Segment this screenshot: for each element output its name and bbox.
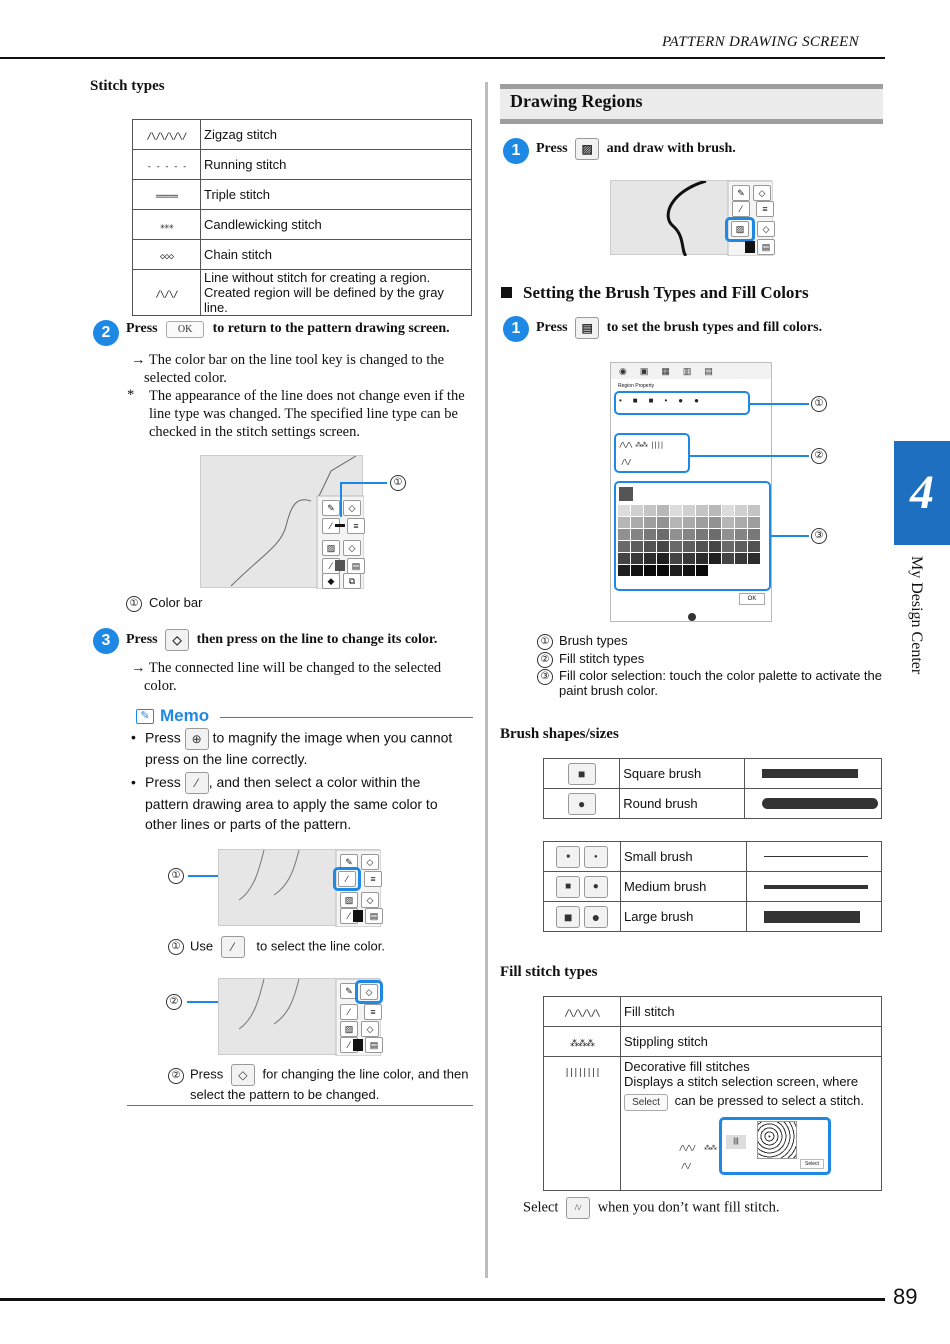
fill-picker-icon[interactable]: ◇ [361,892,379,908]
region-property-icon[interactable]: ▤ [365,1037,383,1053]
palette-cell[interactable] [631,529,643,540]
table-row [544,789,882,819]
legend-number: ③ [537,669,553,685]
palette-cell[interactable] [631,541,643,552]
table-row [544,1027,882,1057]
step3-result: → The connected line will be changed to the selected color. [131,660,442,694]
small-square-brush-icon: ■ [556,846,580,868]
region-property-label: Region Property [618,383,655,389]
brush-sample [747,872,882,902]
fill-label: Fill stitch [621,997,882,1027]
fill-color-swatch [745,241,755,253]
color-picker-button-icon[interactable]: ◇ [165,629,189,651]
fill-label [621,1057,882,1191]
brush-step1-post: to set the brush types and fill colors. [606,320,823,336]
palette-cell[interactable] [709,553,721,564]
memo-bullet: • [131,729,136,745]
stitch-label-line1: Line without stitch for creating a region. [204,270,431,285]
step-number: 3 [93,628,119,654]
fill-eyedropper-icon[interactable]: ⁄ [340,908,358,924]
palette-cell[interactable] [618,505,630,516]
step-number: 1 [503,138,529,164]
memo-bullet2-post: , and then select a color within the pattern drawing area to apply the same color to other lines or parts of the pattern. [145,774,438,833]
subsection-title: Setting the Brush Types and Fill Colors [523,283,809,302]
pencil-icon[interactable]: ✎ [340,854,358,870]
memo-bullet2 [145,772,465,834]
region-property-button-icon[interactable]: ▤ [575,317,599,339]
callout-line [340,482,387,484]
color-picker-icon[interactable]: ◇ [343,500,361,516]
memo-icon: ✎ [136,709,154,724]
palette-cell[interactable] [696,541,708,552]
fill-stitch-icon: /\/\/ [679,1144,696,1152]
palette-cell[interactable] [722,541,734,552]
brush-label: Large brush [621,902,747,932]
palette-cell[interactable] [657,505,669,516]
table-row [544,842,882,872]
region-step1-instruction [536,138,736,160]
palette-cell[interactable] [709,541,721,552]
column-divider [485,82,488,1278]
palette-cell[interactable] [683,565,695,576]
palette-cell[interactable] [670,529,682,540]
palette-cell[interactable] [696,505,708,516]
stippling-stitch-icon: ⁂⁂ [704,1144,716,1152]
brush-label: Square brush [620,759,745,789]
brush-type-buttons[interactable]: •■■•●● [619,396,710,405]
region-property-icon[interactable]: ▤ [365,908,383,924]
magnify-icon[interactable]: ⊕ [185,728,209,750]
pencil-icon[interactable]: ✎ [732,185,750,201]
palette-cell[interactable] [683,541,695,552]
fig3-caption-pre: Press [190,1066,224,1082]
screen-ok-button[interactable]: OK [739,593,765,605]
color-picker-button-icon[interactable]: ◇ [231,1064,255,1086]
fill-color-swatch [335,560,345,571]
palette-cell[interactable] [748,553,760,564]
chapter-tab: 4 [894,441,950,545]
palette-cell[interactable] [722,517,734,528]
round-brush-icon: ● [568,793,596,815]
decorative-fill-icon: |||||||| [564,1068,600,1078]
table-row [133,240,472,270]
table-row [544,902,882,932]
legend-text: Fill color selection: touch the color palette to activate the paint brush color. [559,668,883,698]
palette-cell[interactable] [722,553,734,564]
palette-cell[interactable] [683,529,695,540]
brush-sample [747,902,882,932]
brush-shapes-table [543,758,882,819]
fill-picker-icon[interactable]: ◇ [361,1021,379,1037]
table-row [133,120,472,150]
palette-cell[interactable] [644,565,656,576]
medium-brush-sample [764,885,868,889]
palette-cell[interactable] [709,517,721,528]
drawing-screen-figure [218,849,380,926]
palette-cell[interactable] [657,553,669,564]
medium-square-brush-icon: ■ [556,876,580,898]
zigzag-stitch-icon: /\/\/\/\/ [146,132,187,142]
square-brush-sample [762,769,858,778]
pencil-icon[interactable]: ✎ [322,500,340,516]
eraser-icon[interactable]: ◆ [322,573,340,589]
region-step1-post: and draw with brush. [606,141,736,157]
home-icon[interactable] [688,613,696,621]
figure-caption: Color bar [149,595,203,610]
brush-icon[interactable]: ▨ [731,221,749,237]
no-fill-button-icon[interactable]: /\/ [566,1197,590,1219]
fill-stitch-types-highlight [614,433,690,473]
color-picker-icon[interactable]: ◇ [360,984,378,1000]
table-row [544,759,882,789]
medium-round-brush-icon: ● [584,876,608,898]
caption-number: ② [168,1068,184,1084]
no-stitch-icon: /\/\/ [155,290,178,300]
stitch-label: Chain stitch [201,240,472,270]
screen-toolbar: ◉▣▦▥▤ [611,363,771,379]
color-picker-icon[interactable]: ◇ [361,854,379,870]
callout-number: ① [811,396,827,412]
fig2-caption-pre: Use [190,938,214,954]
brush-sample [745,759,882,789]
brush-sizes-table [543,841,882,932]
brush-icon[interactable]: ▨ [340,892,358,908]
palette-cell[interactable] [735,517,747,528]
color-palette[interactable] [618,505,766,583]
palette-cell[interactable] [696,565,708,576]
step-number: 1 [503,316,529,342]
note-asterisk: * [127,387,135,403]
palette-cell[interactable] [696,517,708,528]
decorative-fill-button[interactable]: ||| [726,1135,746,1149]
brush-icon[interactable]: ▨ [340,1021,358,1037]
brush-label: Small brush [621,842,747,872]
eyedropper-icon[interactable]: ⁄ [732,201,750,217]
step-number: 2 [93,320,119,346]
palette-cell[interactable] [644,553,656,564]
palette-cell[interactable] [748,505,760,516]
fill-stitch-table [543,996,882,1191]
step3-pre: Press [126,632,158,648]
line-type-icon[interactable]: ≡ [364,1004,382,1020]
memo-bullet1-pre: Press [145,729,181,746]
palette-cell[interactable] [696,553,708,564]
region-step1-pre: Press [536,141,568,157]
color-bar [335,524,345,527]
eyedropper-icon[interactable]: ⁄ [338,871,356,887]
palette-cell[interactable] [644,541,656,552]
legend-text: Fill stitch types [559,651,645,666]
fig3-caption [190,1064,475,1104]
palette-cell[interactable] [618,541,630,552]
brush-drawing-figure [610,180,772,255]
footer-rule [0,1298,885,1301]
fill-eyedropper-icon[interactable]: ⁄ [322,558,340,574]
table-row [133,210,472,240]
palette-cell[interactable] [657,529,669,540]
palette-cell[interactable] [683,553,695,564]
legend-text: Brush types [559,633,628,648]
select-icon[interactable]: ⧉ [343,573,361,589]
caption-number: ① [126,596,142,612]
no-fill-icon: /\/ [681,1162,691,1170]
callout-line [770,535,809,537]
callout-number: ① [390,475,406,491]
palette-cell[interactable] [618,529,630,540]
stitch-label: Candlewicking stitch [201,210,472,240]
palette-cell[interactable] [670,517,682,528]
fill-eyedropper-icon[interactable]: ⁄ [340,1037,358,1053]
step2-result: → The color bar on the line tool key is changed to the selected color. [131,352,445,386]
brush-sample [747,842,882,872]
select-key[interactable]: Select [624,1094,668,1111]
fill-note-pre: Select [523,1199,559,1216]
large-brush-sample [764,911,860,923]
stitch-types-heading: Stitch types [90,78,165,94]
brush-label: Round brush [620,789,745,819]
region-property-icon[interactable]: ▤ [347,558,365,574]
palette-cell[interactable] [722,529,734,540]
stitch-types-table [132,119,472,316]
palette-cell[interactable] [631,505,643,516]
callout-number: ② [811,448,827,464]
large-square-brush-icon: ■ [556,906,580,928]
step2-pre: Press [126,321,158,336]
palette-cell[interactable] [735,529,747,540]
step3-instruction [126,629,437,651]
callout-number: ① [168,868,184,884]
preview-select-button[interactable]: Select [800,1159,824,1169]
palette-cell[interactable] [683,517,695,528]
palette-cell[interactable] [670,553,682,564]
running-header: PATTERN DRAWING SCREEN [662,34,859,50]
palette-cell[interactable] [618,517,630,528]
step3-post: then press on the line to change its color. [196,632,438,648]
eyedropper-icon[interactable]: ⁄ [340,1004,358,1020]
brush-step1-instruction [536,317,822,339]
callout-number: ② [166,994,182,1010]
palette-cell[interactable] [631,553,643,564]
fill-picker-icon[interactable]: ◇ [757,221,775,237]
decorative-fill-label: Decorative fill stitches [624,1059,750,1074]
palette-cell[interactable] [748,529,760,540]
palette-cell[interactable] [696,529,708,540]
palette-cell[interactable] [735,505,747,516]
drawing-screen-figure [218,978,380,1055]
header-rule [0,57,885,59]
brush-icon[interactable]: ▨ [322,540,340,556]
no-fill-button[interactable]: /\/ [621,458,631,466]
decorative-fill-figure [624,1117,878,1187]
palette-cell[interactable] [657,565,669,576]
line-type-icon[interactable]: ≡ [364,871,382,887]
palette-cell[interactable] [631,517,643,528]
fill-note-post: when you don’t want fill stitch. [597,1199,780,1216]
pencil-icon[interactable]: ✎ [340,983,358,999]
palette-cell[interactable] [644,505,656,516]
decorative-fill-desc-end: can be pressed to select a stitch. [674,1093,864,1108]
palette-cell[interactable] [709,529,721,540]
region-property-screen [610,362,772,622]
callout-line [689,455,809,457]
stippling-stitch-icon: ⁂⁂⁂ [570,1039,594,1049]
small-brush-sample [764,856,868,857]
ok-key[interactable]: OK [166,321,204,338]
palette-cell[interactable] [709,505,721,516]
brush-label: Medium brush [621,872,747,902]
table-row [544,872,882,902]
large-round-brush-icon: ● [584,906,608,928]
fill-stitch-type-buttons[interactable]: /\/\ ⁂⁂ |||| [619,441,664,449]
fill-note [523,1197,779,1219]
memo-end-rule [127,1105,473,1106]
stitch-label: Running stitch [201,150,472,180]
palette-cell[interactable] [722,505,734,516]
decorative-fill-desc2 [624,1093,878,1111]
callout-line [749,403,809,405]
fill-label: Stippling stitch [621,1027,882,1057]
callout-line-vertical [340,482,342,517]
palette-cell[interactable] [644,529,656,540]
color-picker-icon[interactable]: ◇ [753,185,771,201]
square-brush-icon: ■ [568,763,596,785]
table-row [133,270,472,316]
region-property-icon[interactable]: ▤ [757,239,775,255]
palette-cell[interactable] [618,565,630,576]
palette-cell[interactable] [748,517,760,528]
palette-cell[interactable] [748,541,760,552]
subsection-bullet [501,287,512,298]
palette-cell[interactable] [618,553,630,564]
legend-number: ① [537,634,553,650]
decorative-pattern-preview [757,1121,797,1159]
stitch-label [201,270,472,316]
palette-cell[interactable] [657,541,669,552]
palette-cell[interactable] [657,517,669,528]
memo-bullet1 [145,728,475,768]
small-round-brush-icon: ● [584,846,608,868]
step2-instruction [126,321,450,338]
brush-sample [745,789,882,819]
section-band-bottom [500,119,883,124]
fill-stitch-icon: /\/\/\/\ [564,1009,600,1019]
chapter-label: My Design Center [908,556,925,675]
memo-rule [220,717,473,718]
memo-title: Memo [160,706,210,725]
line-type-icon[interactable]: ≡ [347,518,365,534]
palette-cell[interactable] [735,541,747,552]
table-row [544,997,882,1027]
brush-button-icon[interactable]: ▨ [575,138,599,160]
drawing-screen-figure [200,455,363,588]
palette-cell[interactable] [631,565,643,576]
eyedropper-icon[interactable]: ⁄ [221,936,245,958]
chain-stitch-icon: ◇◇◇ [159,252,174,262]
stitch-label: Triple stitch [201,180,472,210]
palette-cell[interactable] [644,517,656,528]
memo-bullet1-post: to magnify the image when you cannot press on the line correctly. [145,729,453,767]
stitch-label-line2: Created region will be defined by the gray line. [204,285,444,315]
stitch-label: Zigzag stitch [201,120,472,150]
fill-color-swatch [353,1039,363,1051]
palette-cell[interactable] [735,553,747,564]
fig2-caption-post: to select the line color. [256,938,386,954]
caption-number: ① [168,939,184,955]
selected-fill-color [619,487,633,501]
round-brush-sample [762,798,878,809]
brush-step1-pre: Press [536,320,568,336]
decorative-fill-desc: Displays a stitch selection screen, where [624,1074,859,1089]
table-row [133,150,472,180]
fig3-caption-post: for changing the line color, and then select the pattern to be changed. [190,1066,469,1102]
memo-bullet2-pre: Press [145,774,181,790]
step2-note: The appearance of the line does not change even if the line type was changed. The specified line type can be checked in the stitch settings screen. [149,388,465,440]
section-title: Drawing Regions [510,91,643,111]
fill-picker-icon[interactable]: ◇ [343,540,361,556]
palette-cell[interactable] [670,565,682,576]
table-row [133,180,472,210]
brush-shapes-heading: Brush shapes/sizes [500,726,619,742]
candlewicking-stitch-icon: ✳✳✳ [159,222,174,232]
line-type-icon[interactable]: ≡ [756,201,774,217]
callout-number: ③ [811,528,827,544]
eyedropper-icon[interactable]: ⁄ [322,518,340,534]
palette-cell[interactable] [670,541,682,552]
legend-number: ② [537,652,553,668]
fill-color-swatch [353,910,363,922]
fill-stitch-heading: Fill stitch types [500,964,598,980]
palette-cell[interactable] [683,505,695,516]
page-number: 89 [893,1284,918,1309]
triple-stitch-icon: ===== [155,192,178,202]
step2-post: to return to the pattern drawing screen. [212,321,450,336]
eyedropper-icon[interactable]: ⁄ [185,772,209,794]
running-stitch-icon: - - - - - [146,162,187,172]
table-row [544,1057,882,1191]
palette-cell[interactable] [670,505,682,516]
memo-bullet: • [131,774,136,790]
fig2-caption [190,936,385,958]
